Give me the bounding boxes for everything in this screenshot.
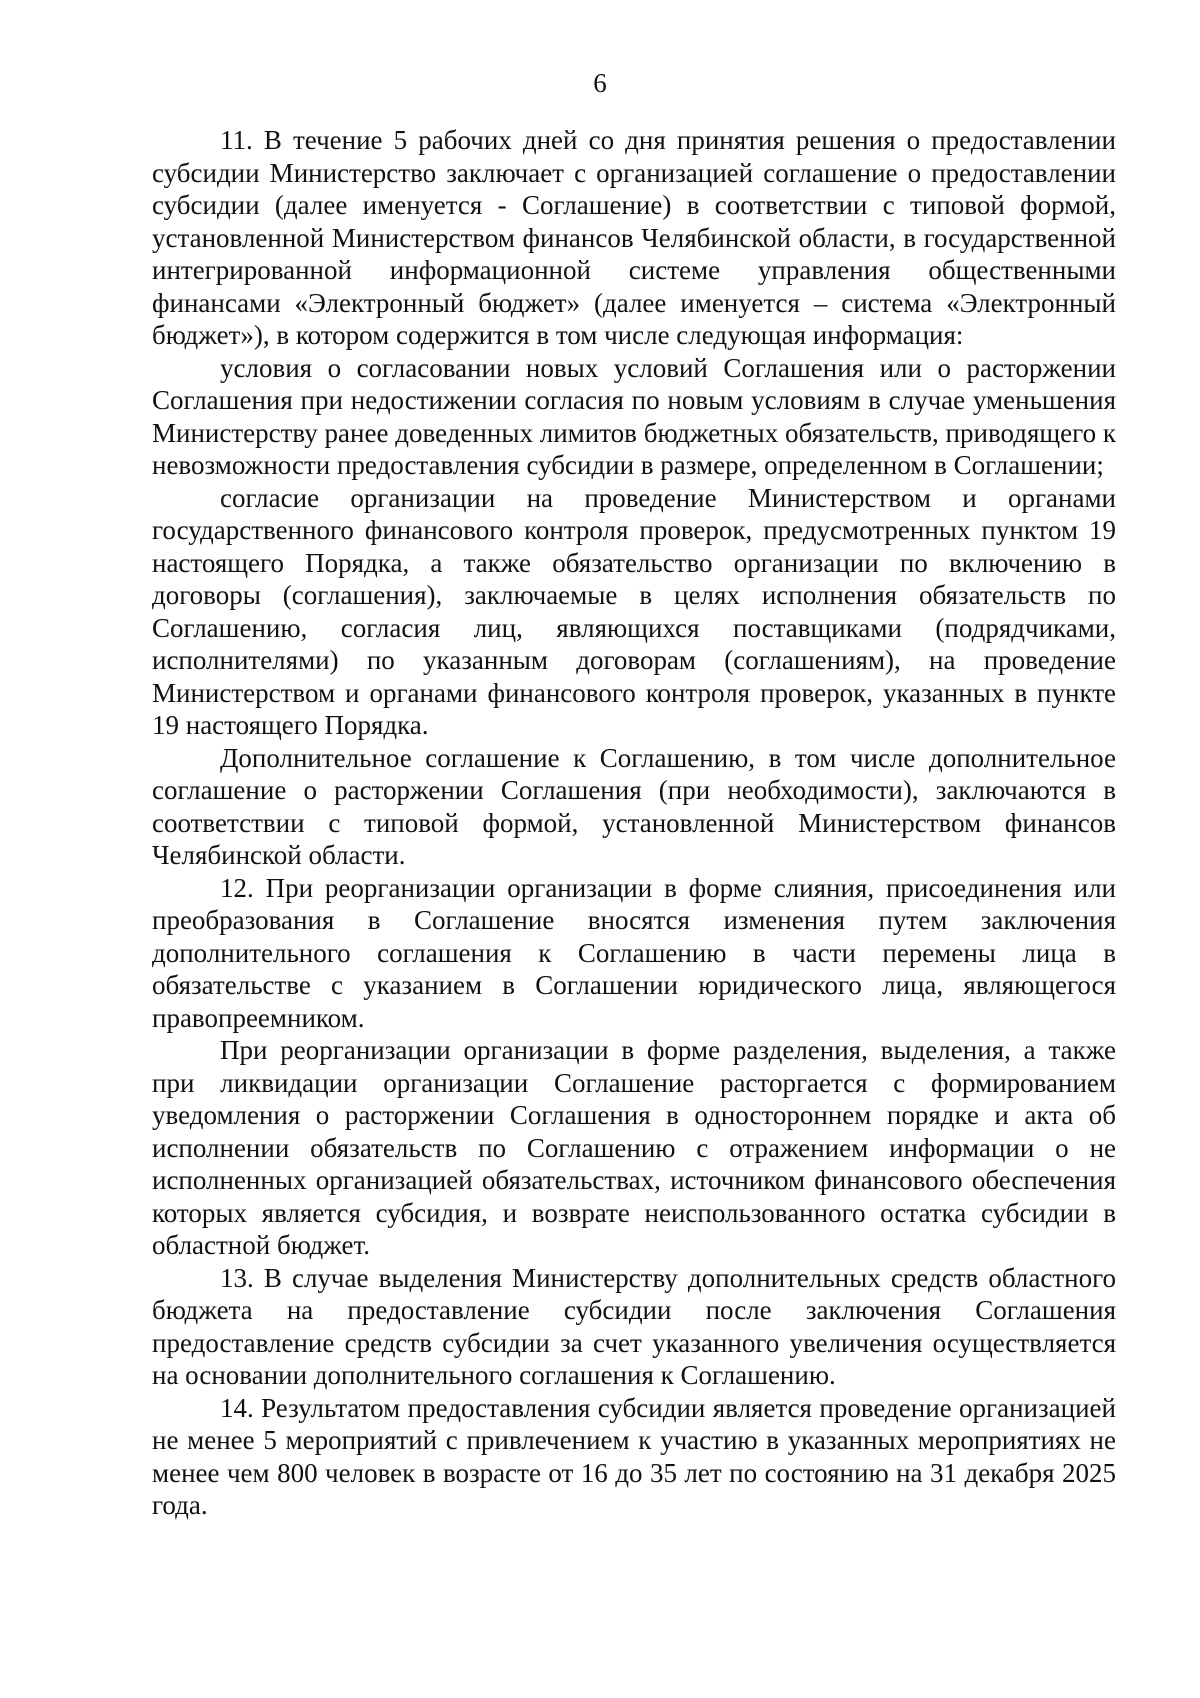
paragraph-11: 11. В течение 5 рабочих дней со дня принятия решения о предоставлении субсидии Министерство заключает с организацией соглашение о предоставлении субсидии (далее именуется - Соглашение) в соответствии с типовой формой, установленной Министерством финансов Челябинской области, в государственной интегрированной информационной системе управления общественными финансами «Электронный бюджет» (далее именуется – система «Электронный бюджет»), в котором содержится в том числе следующая информация:	[152, 125, 1116, 350]
paragraph-13: 13. В случае выделения Министерству дополнительных средств областного бюджета на предоставление субсидии после заключения Соглашения предоставление средств субсидии за счет указанного увеличения осуществляется на основании дополнительного соглашения к Соглашению.	[152, 1262, 1116, 1390]
document-body	[152, 124, 1116, 1522]
paragraph-12-liquidation: При реорганизации организации в форме разделения, выделения, а также при ликвидации организации Соглашение расторгается с формированием уведомления о расторжении Соглашения в одностороннем порядке и акта об исполнении обязательств по Соглашению с отражением информации о не исполненных организацией обязательствах, источником финансового обеспечения которых является субсидия, и возврате неиспользованного остатка субсидии в областной бюджет.	[152, 1035, 1116, 1260]
paragraph-additional-agreement: Дополнительное соглашение к Соглашению, в том числе дополнительное соглашение о расторжении Соглашения (при необходимости), заключаются в соответствии с типовой формой, установленной Министерством финансов Челябинской области.	[152, 742, 1116, 870]
paragraph-11-consent-inspections: согласие организации на проведение Министерством и органами государственного финансового контроля проверок, предусмотренных пунктом 19 настоящего Порядка, а также обязательство организации по включению в договоры (соглашения), заключаемые в целях исполнения обязательств по Соглашению, согласия лиц, являющихся поставщиками (подрядчиками, исполнителями) по указанным договорам (соглашениям), на проведение Министерством и органами финансового контроля проверок, указанных в пункте 19 настоящего Порядка.	[152, 482, 1116, 740]
paragraph-14: 14. Результатом предоставления субсидии является проведение организацией не менее 5 мероприятий с привлечением к участию в указанных мероприятиях не менее чем 800 человек в возрасте от 16 до 35 лет по состоянию на 31 декабря 2025 года.	[152, 1392, 1116, 1520]
page-number: 6	[593, 68, 607, 98]
paragraph-11-condition-termination: условия о согласовании новых условий Соглашения или о расторжении Соглашения при недостижении согласия по новым условиям в случае уменьшения Министерству ранее доведенных лимитов бюджетных обязательств, приводящего к невозможности предоставления субсидии в размере, определенном в Соглашении;	[152, 352, 1116, 480]
paragraph-12: 12. При реорганизации организации в форме слияния, присоединения или преобразования в Соглашение вносятся изменения путем заключения дополнительного соглашения к Соглашению в части перемены лица в обязательстве с указанием в Соглашении юридического лица, являющегося правопреемником.	[152, 872, 1116, 1033]
